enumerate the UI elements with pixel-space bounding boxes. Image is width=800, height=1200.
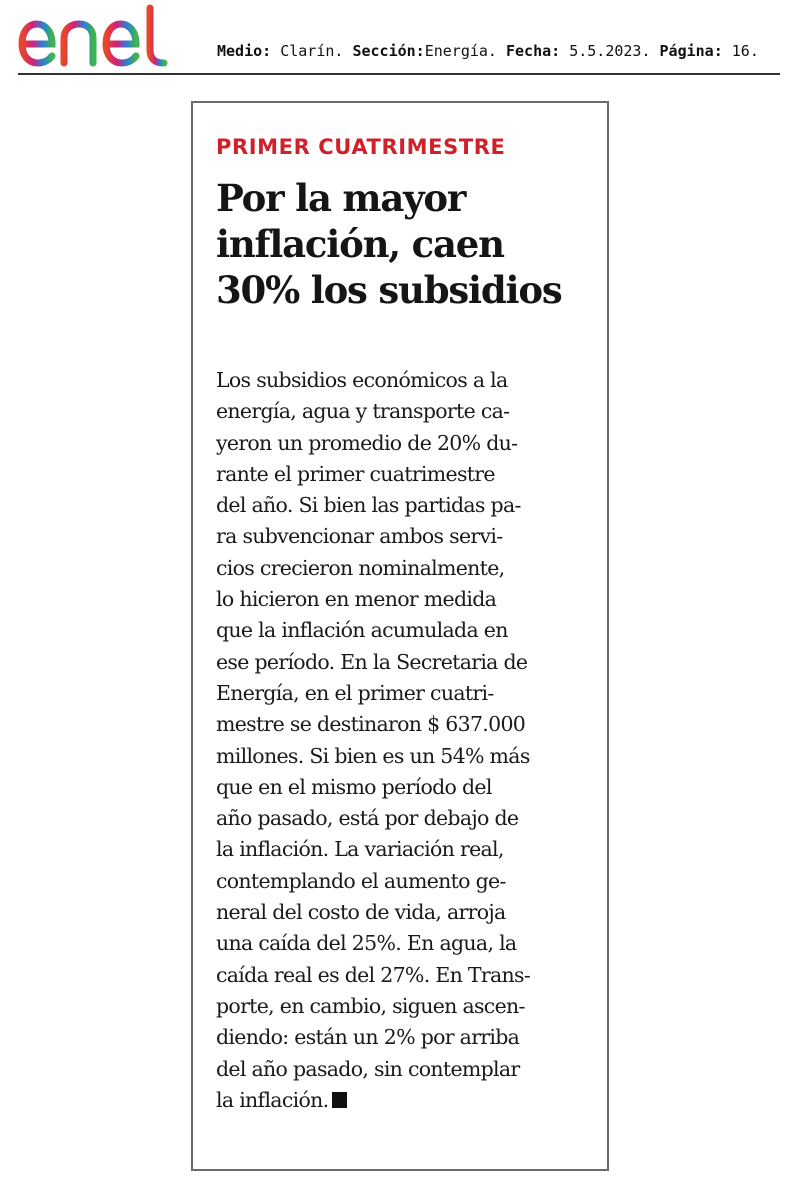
body-line: que la inflación acumulada en (216, 618, 508, 643)
article-body (216, 365, 586, 1116)
pagina-value: 16. (731, 42, 759, 60)
medio-label: Medio: (217, 42, 272, 60)
end-of-article-square-icon (332, 1092, 347, 1108)
headline-line: Por la mayor (216, 176, 466, 220)
body-line: Energía, en el primer cuatri- (216, 680, 494, 705)
body-line: porte, en cambio, siguen ascen- (216, 993, 525, 1018)
fecha-label: Fecha: (506, 42, 561, 60)
article-kicker: PRIMER CUATRIMESTRE (216, 135, 506, 159)
pagina-label: Página: (659, 42, 723, 60)
headline-line: inflación, caen (216, 222, 504, 266)
body-line: cios crecieron nominalmente, (216, 555, 505, 580)
body-line-text: la inflación. (216, 1087, 329, 1112)
medio-value: Clarín. (280, 42, 344, 60)
body-line: diendo: están un 2% por arriba (216, 1025, 520, 1050)
fecha-value: 5.5.2023. (569, 42, 651, 60)
body-line: Los subsidios económicos a la (216, 368, 508, 392)
body-line: una caída del 25%. En agua, la (216, 931, 517, 956)
body-line: ra subvencionar ambos servi- (216, 524, 503, 549)
body-line: ese período. En la Secretaria de (216, 649, 528, 674)
body-line: yeron un promedio de 20% du- (216, 430, 518, 455)
body-line: del año. Si bien las partidas pa- (216, 493, 521, 518)
body-line-last (216, 1085, 586, 1116)
news-article (191, 101, 609, 1171)
clipping-metadata (217, 42, 759, 60)
body-line: millones. Si bien es un 54% más (216, 743, 530, 768)
article-headline (216, 175, 596, 313)
body-line: año pasado, está por debajo de (216, 806, 519, 831)
body-line: del año pasado, sin contemplar (216, 1056, 520, 1081)
body-line: contemplando el aumento ge- (216, 868, 506, 893)
body-line: la inflación. La variación real, (216, 837, 504, 862)
body-line: lo hicieron en menor medida (216, 587, 497, 612)
body-line: que en el mismo período del (216, 774, 492, 799)
headline-line: 30% los subsidios (216, 268, 562, 312)
body-line: energía, agua y transporte ca- (216, 399, 510, 424)
seccion-value: Energía. (424, 42, 497, 60)
body-line: mestre se destinaron $ 637.000 (216, 712, 526, 737)
body-line: neral del costo de vida, arroja (216, 900, 506, 925)
clipping-header (0, 0, 800, 78)
seccion-label: Sección: (352, 42, 425, 60)
body-line: rante el primer cuatrimestre (216, 461, 495, 486)
header-divider (18, 73, 780, 75)
body-line: caída real es del 27%. En Trans- (216, 962, 531, 987)
enel-logo (18, 2, 183, 68)
